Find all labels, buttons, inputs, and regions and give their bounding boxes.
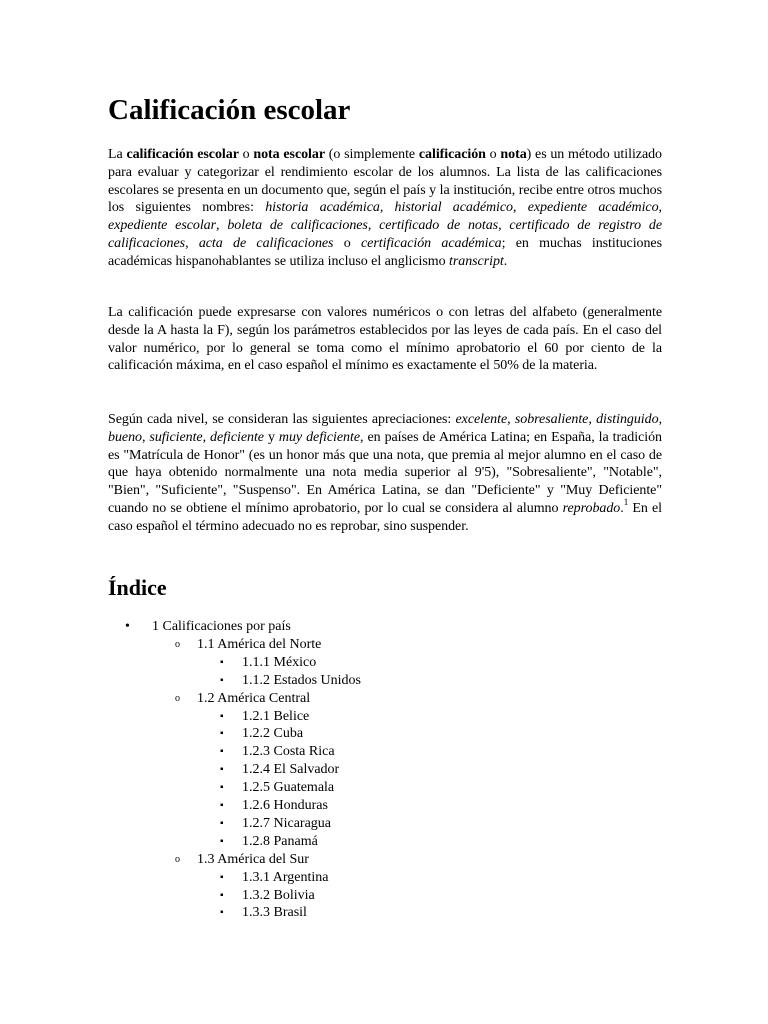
toc-item[interactable] <box>175 690 311 708</box>
toc-item[interactable] <box>220 904 307 922</box>
text-run: reprobado <box>562 500 621 516</box>
text-run: muy deficiente <box>278 429 360 445</box>
toc-item[interactable] <box>220 887 315 905</box>
text-run: La calificación puede expresarse con valores numéricos o con letras del alfabeto (generalmente desde la A hasta la F), según los parámetros establecidos por las leyes de cada país. En el caso del valor numérico, por lo general se toma como el mínimo aprobatorio el 60 por ciento de la calificación máxima, en el caso español el mínimo es exactamente el 50% de la materia. <box>108 305 662 374</box>
square-bullet-icon: ▪ <box>220 835 224 847</box>
square-bullet-icon: ▪ <box>220 764 224 776</box>
text-run: distinguido <box>596 412 659 427</box>
toc-item-label[interactable]: 1.3 América del Sur <box>197 851 309 867</box>
text-run: expediente escolar <box>108 218 217 234</box>
text-run: , <box>507 412 515 427</box>
toc-item-label[interactable]: 1.2.1 Belice <box>242 708 310 724</box>
toc-item-label[interactable]: 1.2.7 Nicaragua <box>242 815 332 831</box>
square-bullet-icon: ▪ <box>220 782 224 794</box>
index-heading: Índice <box>108 575 167 600</box>
text-run: calificación escolar <box>126 147 239 162</box>
circle-bullet-icon: o <box>175 638 180 650</box>
text-run: calificación <box>418 147 486 162</box>
square-bullet-icon: ▪ <box>220 710 224 722</box>
toc-item-label[interactable]: 1.2.4 El Salvador <box>242 762 340 778</box>
text-run: nota escolar <box>253 147 326 162</box>
text-run: En el caso español el término adecuado no es reprobar, sino suspender. <box>108 500 663 534</box>
toc-item-label[interactable]: 1.2.3 Costa Rica <box>242 744 335 760</box>
square-bullet-icon: ▪ <box>220 656 224 668</box>
text-run: , <box>588 412 597 427</box>
text-run: , <box>202 429 211 445</box>
toc-item[interactable] <box>220 815 332 833</box>
toc-item-label[interactable]: 1.2 América Central <box>197 690 311 706</box>
circle-bullet-icon: o <box>175 692 180 704</box>
text-run: boleta de calificaciones <box>227 218 368 234</box>
text-run: suficiente <box>149 429 203 445</box>
toc-item-label[interactable]: 1.3.2 Bolivia <box>242 887 315 903</box>
toc-item-label[interactable]: 1.1 América del Norte <box>197 636 322 652</box>
text-run: historia académica <box>265 200 380 216</box>
bullet-icon: • <box>125 619 130 634</box>
text-run: o <box>485 147 501 162</box>
text-run: , en países de América Latina; en España, la tradición es "Matrícula de Honor" (es un honor más que una nota, que premia al mejor alumno en el caso de que haya obtenido normalmente una nota media superior al 9'5), "Sobresaliente", "Notable", "Bien", "Suficiente", "Suspenso". En América Latina, se dan "Deficiente" y "Muy Deficiente" cuando no se obtiene el mínimo aprobatorio, por lo cual se considera al alumno <box>108 429 662 516</box>
toc-item-label[interactable]: 1.3.3 Brasil <box>242 905 307 921</box>
text-run: excelente <box>455 412 508 427</box>
text-run: La <box>108 147 127 162</box>
toc-item[interactable] <box>175 636 322 654</box>
square-bullet-icon: ▪ <box>220 674 224 686</box>
text-run: y <box>263 429 279 445</box>
footnote-ref[interactable]: 1 <box>623 497 629 508</box>
toc-item-label[interactable]: 1.3.1 Argentina <box>242 869 329 885</box>
toc-item-label[interactable]: 1.2.8 Panamá <box>242 833 318 849</box>
text-run: , <box>185 235 199 251</box>
page-title: Calificación escolar <box>108 94 351 126</box>
toc-item[interactable] <box>175 851 309 869</box>
text-run: , <box>658 200 662 216</box>
toc-item-label[interactable]: 1.1.2 Estados Unidos <box>242 672 361 688</box>
text-run: certificación académica <box>361 235 502 251</box>
text-run: , <box>513 200 528 216</box>
text-run: , <box>379 200 395 216</box>
square-bullet-icon: ▪ <box>220 817 224 829</box>
text-run: o <box>238 147 254 162</box>
toc-item[interactable] <box>220 779 335 797</box>
text-run: nota <box>500 147 527 162</box>
toc-item-label[interactable]: 1.1.1 México <box>242 654 317 670</box>
text-run: historial académico <box>394 200 513 216</box>
toc-item[interactable] <box>125 618 291 636</box>
toc-item[interactable] <box>220 833 318 851</box>
text-run: o <box>333 235 361 251</box>
toc-item[interactable] <box>220 672 361 690</box>
text-run: acta de calificaciones <box>198 235 334 251</box>
text-run: , <box>498 218 510 234</box>
text-run: certificado de notas <box>379 218 499 234</box>
square-bullet-icon: ▪ <box>220 871 224 883</box>
text-run: Según cada nivel, se consideran las siguientes apreciaciones: <box>108 412 456 427</box>
text-run: . <box>503 253 508 269</box>
toc-item[interactable] <box>220 869 329 887</box>
square-bullet-icon: ▪ <box>220 746 224 758</box>
toc-item-label[interactable]: 1.2.2 Cuba <box>242 726 304 742</box>
appreciations-paragraph <box>108 411 662 536</box>
text-run: , <box>216 218 228 234</box>
intro-paragraph <box>108 146 662 271</box>
toc-item-label[interactable]: 1 Calificaciones por país <box>152 619 291 634</box>
toc-item[interactable] <box>220 708 310 726</box>
square-bullet-icon: ▪ <box>220 728 224 740</box>
text-run: ; en muchas instituciones académicas hispanohablantes se utiliza incluso el anglicismo <box>108 235 662 269</box>
text-run: transcript <box>449 253 504 269</box>
toc-item[interactable] <box>220 743 335 761</box>
square-bullet-icon: ▪ <box>220 907 224 919</box>
text-run: , <box>141 429 150 445</box>
circle-bullet-icon: o <box>175 853 180 865</box>
text-run: (o simplemente <box>325 147 419 162</box>
toc-item[interactable] <box>220 761 340 779</box>
toc-item[interactable] <box>220 654 317 672</box>
toc-item[interactable] <box>220 725 304 743</box>
text-run: expediente académico <box>527 200 659 216</box>
text-run: bueno <box>108 429 142 445</box>
square-bullet-icon: ▪ <box>220 800 224 811</box>
text-run: deficiente <box>210 429 264 445</box>
toc-item[interactable] <box>220 797 328 815</box>
text-run: ) es un método utilizado para evaluar y categorizar el rendimiento escolar de los alumnos. La lista de las calificaciones escolares se presenta en un documento que, según el país y la institución, recibe entre otros muchos los siguientes nombres: <box>108 147 663 216</box>
text-run: , <box>658 412 663 427</box>
text-run: , <box>367 218 380 234</box>
toc-item-label[interactable]: 1.2.6 Honduras <box>242 798 328 813</box>
text-run: sobresaliente <box>514 412 589 427</box>
text-run: . <box>620 500 624 516</box>
text-run: certificado de registro de calificaciones <box>108 218 663 251</box>
toc-item-label[interactable]: 1.2.5 Guatemala <box>242 780 335 796</box>
grading-values-paragraph <box>108 304 662 375</box>
square-bullet-icon: ▪ <box>220 889 224 901</box>
